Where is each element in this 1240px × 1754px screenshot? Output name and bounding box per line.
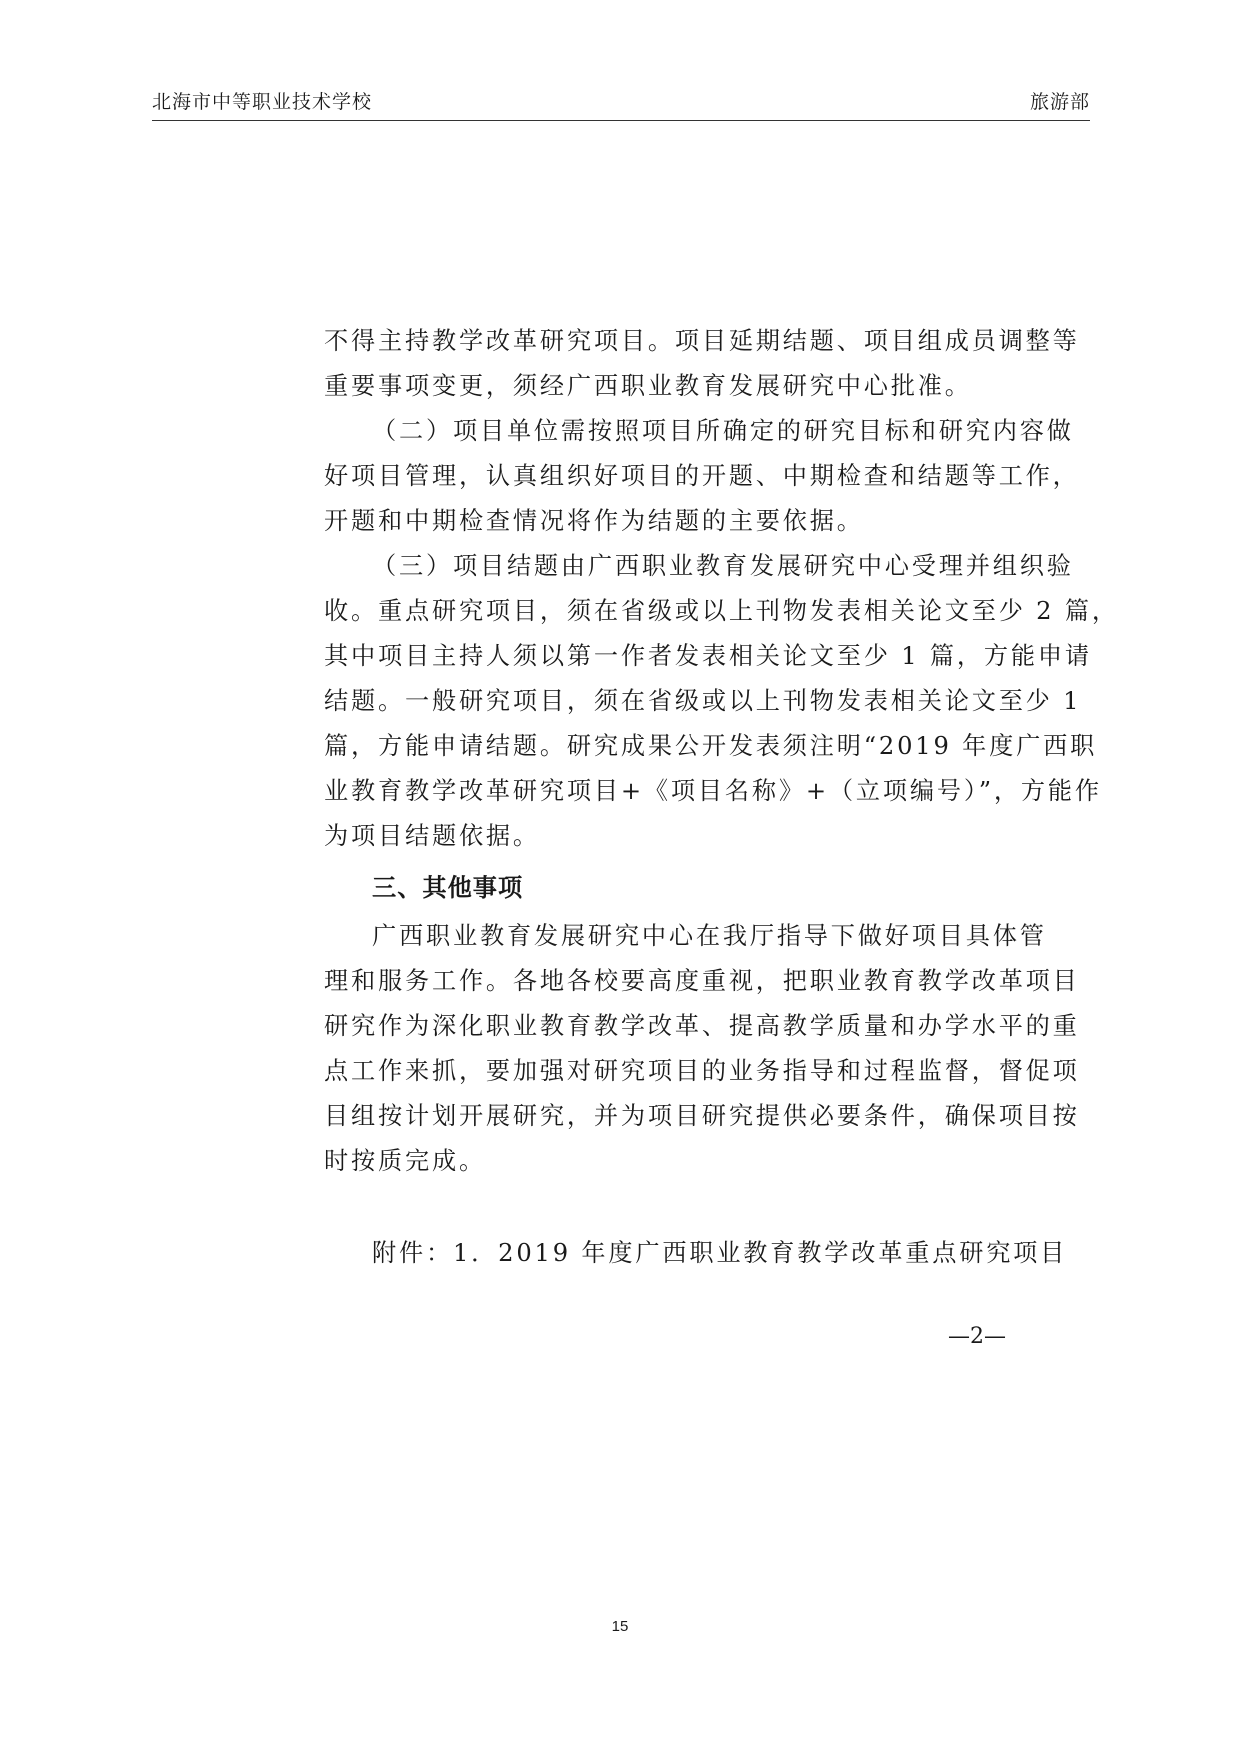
paragraph-line: 好项目管理，认真组织好项目的开题、中期检查和结题等工作，: [324, 462, 1080, 490]
header-department: 旅游部: [1029, 91, 1090, 113]
paragraph-line: 篇，方能申请结题。研究成果公开发表须注明“2019 年度广西职: [324, 732, 1098, 760]
paragraph-line: 开题和中期检查情况将作为结题的主要依据。: [324, 507, 864, 535]
header-school-name: 北海市中等职业技术学校: [152, 91, 373, 113]
paragraph-line: （三）项目结题由广西职业教育发展研究中心受理并组织验: [372, 552, 1074, 580]
paragraph-line: 目组按计划开展研究，并为项目研究提供必要条件，确保项目按: [324, 1102, 1080, 1130]
paragraph-line: 理和服务工作。各地各校要高度重视，把职业教育教学改革项目: [324, 967, 1080, 995]
paragraph-line: 时按质完成。: [324, 1147, 486, 1175]
paragraph-line: 其中项目主持人须以第一作者发表相关论文至少 1 篇，方能申请: [324, 642, 1092, 670]
paragraph-line: 不得主持教学改革研究项目。项目延期结题、项目组成员调整等: [324, 327, 1080, 355]
paragraph-line: （二）项目单位需按照项目所确定的研究目标和研究内容做: [372, 417, 1074, 445]
paragraph-line: 点工作来抓，要加强对研究项目的业务指导和过程监督，督促项: [324, 1057, 1080, 1085]
paragraph-line: 为项目结题依据。: [324, 822, 540, 850]
page-number: 15: [611, 1618, 629, 1635]
paragraph-line: 重要事项变更，须经广西职业教育发展研究中心批准。: [324, 372, 972, 400]
page-header: [152, 84, 1090, 121]
inner-page-marker: —2—: [948, 1324, 1006, 1349]
paragraph-line: 研究作为深化职业教育教学改革、提高教学质量和办学水平的重: [324, 1012, 1080, 1040]
paragraph-line: 业教育教学改革研究项目+《项目名称》+（立项编号）”，方能作: [324, 777, 1102, 805]
paragraph-line: 结题。一般研究项目，须在省级或以上刊物发表相关论文至少 1: [324, 687, 1082, 715]
paragraph-line: 收。重点研究项目，须在省级或以上刊物发表相关论文至少 2 篇，: [324, 597, 1119, 625]
section-heading: 三、其他事项: [372, 874, 524, 902]
paragraph-line: 广西职业教育发展研究中心在我厅指导下做好项目具体管: [372, 922, 1047, 950]
attachment-line: 附件：1．2019 年度广西职业教育教学改革重点研究项目: [372, 1239, 1068, 1267]
